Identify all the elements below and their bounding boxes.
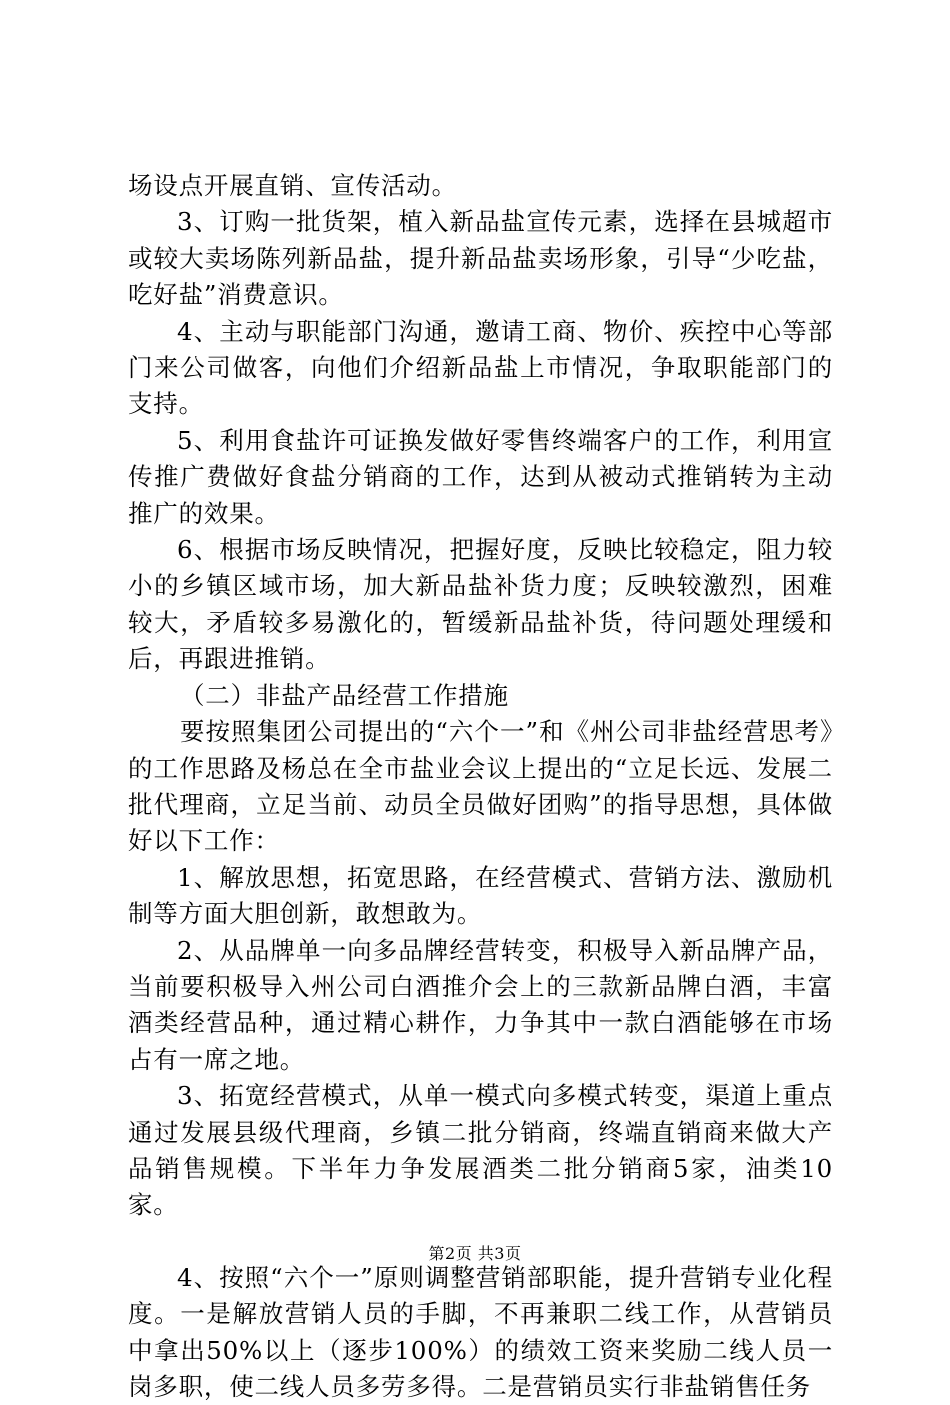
paragraph-item-4-reorganize: 4、按照“六个一”原则调整营销部职能，提升营销专业化程度。一是解放营销人员的手脚，不再兼职二线工作，从营销员中拿出50%以上（逐步100%）的绩效工资来奖励二线人员一岗多职，使二线人员多劳多得。二是营销员实行非盐销售任务 [128,1262,833,1401]
paragraph-item-1-liberate: 1、解放思想，拓宽思路，在经营模式、营销方法、激励机制等方面大胆创新，敢想敢为。 [128,862,833,929]
paragraph-item-4-departments: 4、主动与职能部门沟通，邀请工商、物价、疾控中心等部门来公司做客，向他们介绍新品盐上市情况，争取职能部门的支持。 [128,316,833,419]
page-footer: 第2页 共3页 [428,1244,522,1263]
section-heading-non-salt: （二）非盐产品经营工作措施 [180,680,509,710]
paragraph-guiding-thought: 要按照集团公司提出的“六个一”和《州公司非盐经营思考》的工作思路及杨总在全市盐业会议上提出的“立足长远、发展二批代理商，立足当前、动员全员做好团购”的指导思想，具体做好以下工作： [128,717,833,856]
paragraph-item-6-market: 6、根据市场反映情况，把握好度，反映比较稳定，阻力较小的乡镇区域市场，加大新品盐补货力度；反映较激烈，困难较大，矛盾较多易激化的，暂缓新品盐补货，待问题处理缓和后，再跟进推销。 [128,535,833,674]
paragraph-item-2-brands: 2、从品牌单一向多品牌经营转变，积极导入新品牌产品，当前要积极导入州公司白酒推介会上的三款新品牌白酒，丰富酒类经营品种，通过精心耕作，力争其中一款白酒能够在市场占有一席之地。 [128,935,833,1074]
document-body [128,168,833,1405]
paragraph-item-3-channels: 3、拓宽经营模式，从单一模式向多模式转变，渠道上重点通过发展县级代理商，乡镇二批分销商，终端直销商来做大产品销售规模。下半年力争发展酒类二批分销商5家，油类10家。 [128,1081,833,1220]
paragraph-item-5-license: 5、利用食盐许可证换发做好零售终端客户的工作，利用宣传推广费做好食盐分销商的工作，达到从被动式推销转为主动推广的效果。 [128,425,833,528]
paragraph-continuation: 场设点开展直销、宣传活动。 [128,171,457,200]
paragraph-item-3-shelves: 3、订购一批货架，植入新品盐宣传元素，选择在县城超市或较大卖场陈列新品盐，提升新品盐卖场形象，引导“少吃盐，吃好盐”消费意识。 [128,207,833,310]
